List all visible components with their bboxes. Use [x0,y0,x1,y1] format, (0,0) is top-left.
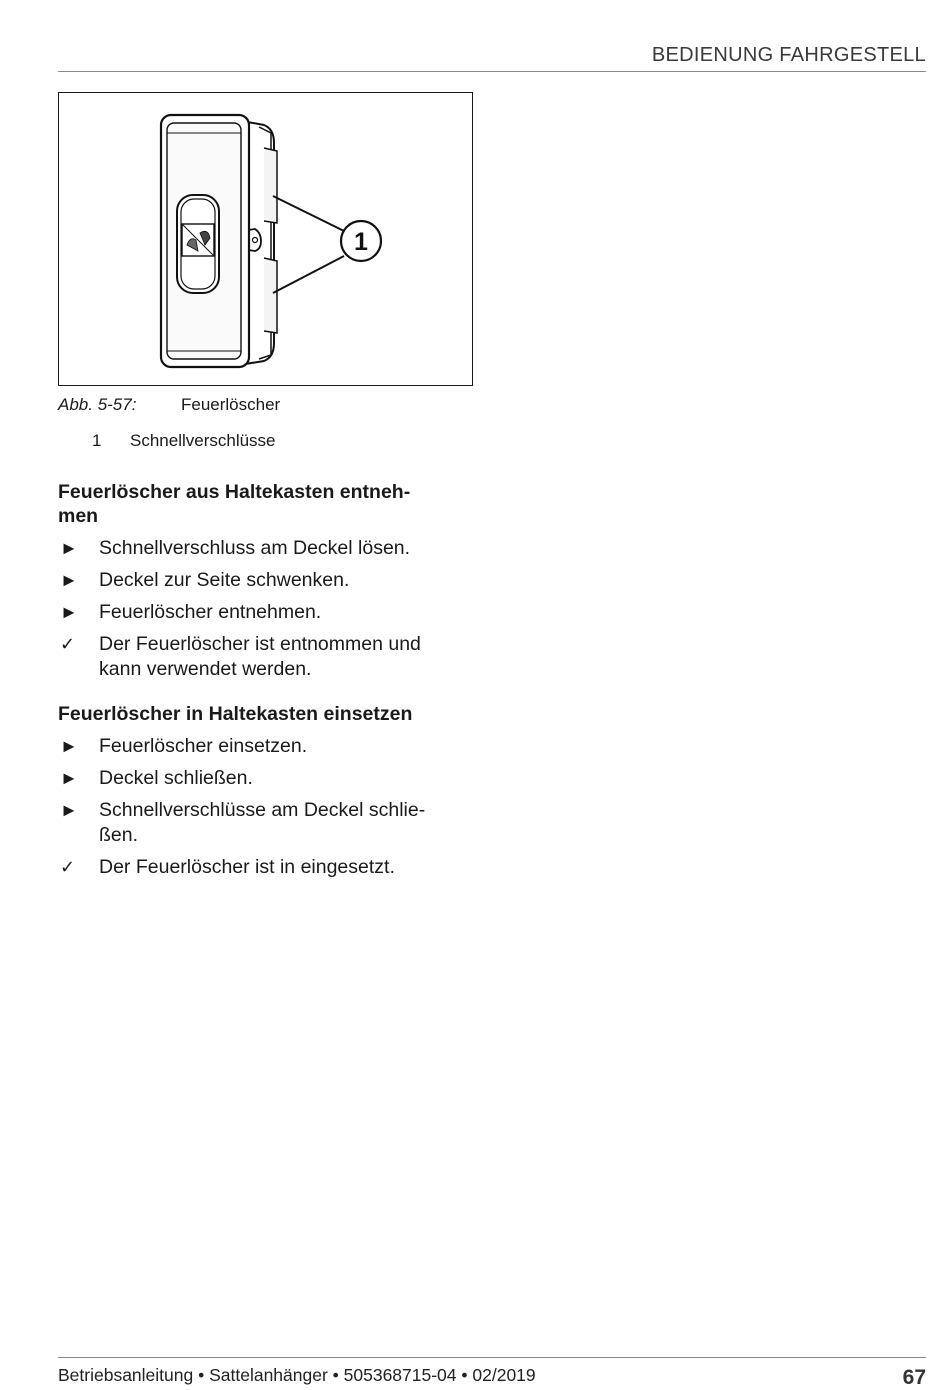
arrow-bullet-icon: ► [60,768,78,788]
step-list [58,536,478,682]
legend-text: Schnellverschlüsse [130,431,276,450]
result-text: kann verwendet werden. [99,658,312,680]
result-item [58,855,478,880]
step-item [58,600,478,625]
callout-label: 1 [354,228,368,256]
result-text: Der Feuerlöscher ist entnommen und [99,633,421,655]
section-title-line: men [58,505,99,527]
step-item [58,798,478,848]
step-text: Schnellverschluss am Deckel lösen. [99,537,411,559]
step-item [58,568,478,593]
step-text: Feuerlöscher entnehmen. [99,601,322,623]
section-remove-extinguisher [58,480,478,689]
page-header [58,44,926,72]
checkmark-icon: ✓ [60,857,76,877]
section-title [58,480,478,528]
result-text: Der Feuerlöscher ist in eingesetzt. [99,856,395,878]
step-list [58,734,478,880]
section-title-line: Feuerlöscher aus Haltekasten entneh- [58,481,411,503]
caption-number: Abb. 5-57: [58,395,137,414]
figure-caption [58,395,280,415]
step-item [58,734,478,759]
step-text: ßen. [99,824,139,846]
arrow-bullet-icon: ► [60,538,78,558]
result-item [58,632,478,682]
figure-fire-extinguisher-box [58,92,473,386]
page-footer [58,1357,926,1389]
arrow-bullet-icon: ► [60,800,78,820]
section-insert-extinguisher [58,702,478,887]
footer-document-info: Betriebsanleitung • Sattelanhänger • 505368715-04 • 02/2019 [58,1365,536,1385]
step-text: Deckel zur Seite schwenken. [99,569,350,591]
header-title: BEDIENUNG FAHRGESTELL [651,44,926,66]
step-item [58,766,478,791]
step-text: Deckel schließen. [99,767,253,789]
extinguisher-box-drawing [59,93,474,387]
figure-legend [92,431,276,451]
arrow-bullet-icon: ► [60,570,78,590]
step-text: Schnellverschlüsse am Deckel schlie- [99,799,426,821]
arrow-bullet-icon: ► [60,602,78,622]
page-number: 67 [902,1366,926,1389]
section-title [58,702,478,726]
checkmark-icon: ✓ [60,634,76,654]
step-text: Feuerlöscher einsetzen. [99,735,308,757]
section-title-line: Feuerlöscher in Haltekasten einsetzen [58,703,413,725]
legend-number: 1 [92,431,102,450]
caption-text: Feuerlöscher [181,395,281,414]
arrow-bullet-icon: ► [60,736,78,756]
step-item [58,536,478,561]
